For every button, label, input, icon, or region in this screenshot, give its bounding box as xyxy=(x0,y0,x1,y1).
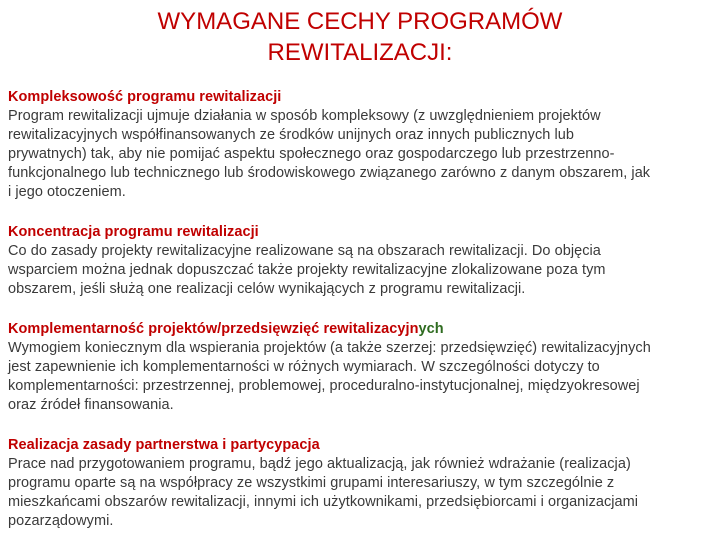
body-line: Program rewitalizacji ujmuje działania w sposób kompleksowy (z uwzględnieniem projektów xyxy=(8,108,601,124)
body-line: rewitalizacyjnych współfinansowanych ze środków unijnych oraz innych publicznych lub xyxy=(8,127,574,143)
section-partnerstwo xyxy=(8,436,714,531)
section-heading-main: Komplementarność projektów/przedsięwzięć rewitalizacyjn xyxy=(8,321,419,337)
section-heading: Koncentracja programu rewitalizacji xyxy=(8,224,259,240)
section-body xyxy=(8,242,714,299)
body-line: wsparciem można jednak dopuszczać także projekty rewitalizacyjne zlokalizowane poza tym xyxy=(8,262,606,278)
body-line: i jego otoczeniem. xyxy=(8,184,126,200)
body-line: pozarządowymi. xyxy=(8,513,114,529)
body-line: prywatnych) tak, aby nie pomijać aspektu społecznego oraz gospodarczego lub przestrzenno- xyxy=(8,146,615,162)
section-heading: Realizacja zasady partnerstwa i partycypacja xyxy=(8,437,320,453)
body-line: mieszkańcami obszarów rewitalizacji, innymi ich użytkownikami, przedsiębiorcami i organizacjami xyxy=(8,494,639,510)
body-line: jest zapewnienie ich komplementarności w różnych wymiarach. W szczególności dotyczy to xyxy=(8,359,600,375)
slide-title-line-2: REWITALIZACJI: xyxy=(267,39,453,66)
section-heading xyxy=(8,320,714,339)
section-heading: Kompleksowość programu rewitalizacji xyxy=(8,89,282,105)
body-line: Prace nad przygotowaniem programu, bądź jego aktualizacją, jak również wdrażanie (realizacja) xyxy=(8,456,631,472)
section-kompleksowosc xyxy=(8,88,714,202)
body-line: programu oparte są na współpracy ze wszystkimi grupami interesariuszy, w tym szczególnie z xyxy=(8,475,615,491)
section-koncentracja xyxy=(8,223,714,299)
section-body xyxy=(8,455,714,531)
body-line: funkcjonalnego lub technicznego lub środowiskowego związanego zarówno z danym obszarem, jak xyxy=(8,165,651,181)
slide-title-line-1: WYMAGANE CECHY PROGRAMÓW xyxy=(157,8,563,35)
slide-title xyxy=(0,6,720,68)
body-line: Wymogiem koniecznym dla wspierania projektów (a także szerzej: przedsięwzięć) rewitalizacyjnych xyxy=(8,340,651,356)
section-heading-tail: ych xyxy=(418,321,444,337)
body-line: oraz źródeł finansowania. xyxy=(8,397,174,413)
section-body xyxy=(8,107,714,202)
body-line: komplementarności: przestrzennej, problemowej, proceduralno-instytucjonalnej, międzyokresowej xyxy=(8,378,640,394)
section-komplementarnosc xyxy=(8,320,714,415)
body-line: Co do zasady projekty rewitalizacyjne realizowane są na obszarach rewitalizacji. Do objęcia xyxy=(8,243,601,259)
section-body xyxy=(8,339,714,415)
body-line: obszarem, jeśli służą one realizacji celów wynikających z programu rewitalizacji. xyxy=(8,281,526,297)
